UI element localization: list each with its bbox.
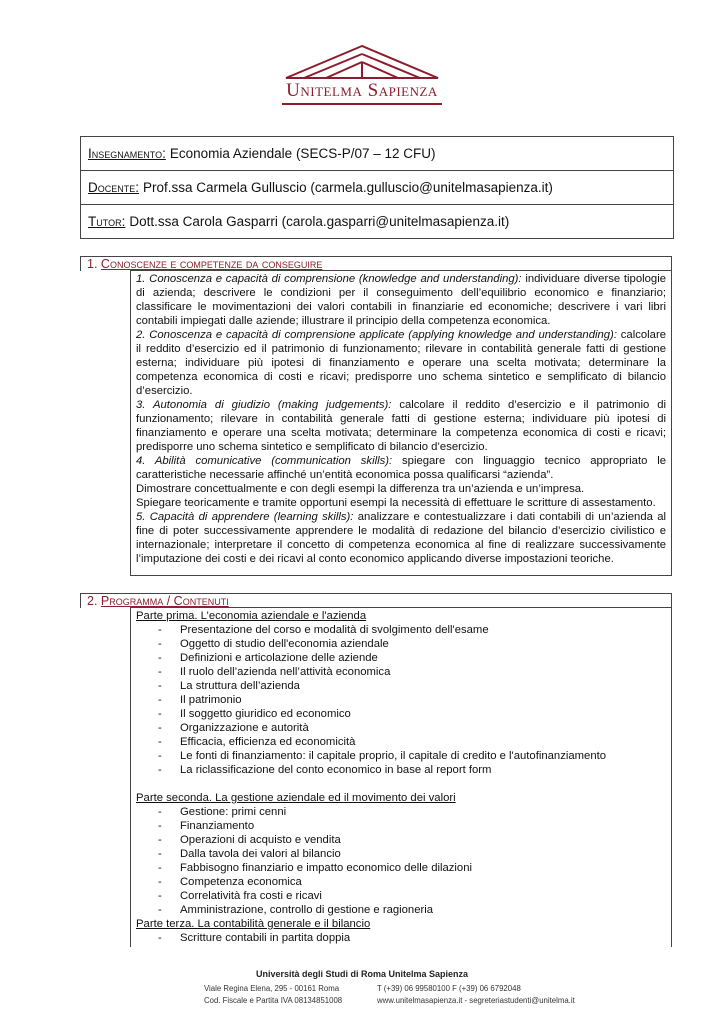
program-list-item — [136, 749, 666, 763]
section1-heading — [80, 256, 672, 271]
program-list-item — [136, 623, 666, 637]
program-list-item — [136, 875, 666, 889]
dash-bullet: - — [158, 806, 162, 818]
tutor-label: Tutor: — [88, 214, 126, 229]
program-item-text: Operazioni di acquisto e vendita — [180, 834, 341, 846]
program-list-item — [136, 931, 666, 945]
dash-bullet: - — [158, 666, 162, 678]
dash-bullet: - — [158, 638, 162, 650]
insegnamento-row — [81, 137, 673, 171]
docente-row — [81, 171, 673, 205]
dash-bullet: - — [158, 932, 162, 944]
program-list-item — [136, 889, 666, 903]
section1-item: 2. Conoscenza e capacità di comprensione applicate (applying knowledge and understanding): calcolare il reddito d’esercizio ed il patrimonio di funzionamento; rilevare in contabilità generale fatti di gestione esterna; individuare più ipotesi di finanziamento e operare una scelta motivata; determinare la competenza economica di costi e ricavi; predisporre uno schema sintetico e semplificato di bilancio d’esercizio. — [136, 329, 666, 397]
dash-bullet: - — [158, 834, 162, 846]
program-list-item — [136, 833, 666, 847]
program-list-item — [136, 721, 666, 735]
program-list-item — [136, 861, 666, 875]
program-item-text: La struttura dell’azienda — [180, 680, 300, 692]
section2-heading — [80, 593, 672, 608]
dash-bullet: - — [158, 876, 162, 888]
program-list-item — [136, 735, 666, 749]
insegnamento-value: Economia Aziendale (SECS-P/07 – 12 CFU) — [169, 146, 436, 161]
program-item-text: Oggetto di studio dell'economia aziendale — [180, 638, 389, 650]
program-item-text: Definizioni e articolazione delle aziende — [180, 652, 378, 664]
program-item-text: Presentazione del corso e modalità di svolgimento dell'esame — [180, 624, 489, 636]
section1-title: Conoscenze e competenze da conseguire — [100, 257, 323, 271]
program-list-item — [136, 693, 666, 707]
footer-fiscal: Cod. Fiscale e Partita IVA 08134851008 — [204, 996, 343, 1005]
program-list-item — [136, 903, 666, 917]
dash-bullet: - — [158, 890, 162, 902]
program-item-text: Il patrimonio — [180, 694, 242, 706]
program-item-text: La riclassificazione del conto economico in base al report form — [180, 764, 492, 776]
section1-item: 5. Capacità di apprendere (learning skills): analizzare e contestualizzare i dati contabili di un’azienda al fine di poter successivamente apprendere le modalità di redazione del bilancio d’esercizio civilistico e internazionale; interpretare il concetto di competenza economica al fine di realizzare successivamente l’imputazione dei costi e dei ricavi al conto economico applicando diverse impostazioni teoriche. — [136, 511, 666, 565]
dash-bullet: - — [158, 764, 162, 776]
program-list-item — [136, 805, 666, 819]
section1-item: Spiegare teoricamente e tramite opportuni esempi la necessità di effettuare le scritture di assestamento. — [136, 497, 656, 509]
footer-phone: T (+39) 06 99580100 F (+39) 06 6792048 — [377, 984, 521, 993]
dash-bullet: - — [158, 708, 162, 720]
footer-university: Università degli Studi di Roma Unitelma Sapienza — [255, 969, 469, 979]
section2-number: 2. — [87, 594, 98, 608]
logo-wordmark: Unitelma Sapienza — [286, 80, 438, 101]
section2-title: Programma / Contenuti — [100, 594, 229, 608]
dash-bullet: - — [158, 694, 162, 706]
part2-list — [136, 805, 666, 917]
program-list-item — [136, 707, 666, 721]
program-list-item — [136, 637, 666, 651]
dash-bullet: - — [158, 680, 162, 692]
program-item-text: Organizzazione e autorità — [180, 722, 309, 734]
docente-label: Docente: — [88, 180, 140, 195]
footer-right — [377, 983, 575, 1007]
program-item-text: Correlatività fra costi e ricavi — [180, 890, 322, 902]
part2-title: Parte seconda. La gestione aziendale ed il movimento dei valori — [136, 792, 456, 804]
dash-bullet: - — [158, 820, 162, 832]
part3-title: Parte terza. La contabilità generale e il bilancio — [136, 918, 371, 930]
program-item-text: Amministrazione, controllo di gestione e ragioneria — [180, 904, 434, 916]
program-item-text: Il soggetto giuridico ed economico — [180, 708, 351, 720]
dash-bullet: - — [158, 848, 162, 860]
section1-number: 1. — [87, 257, 98, 271]
tutor-row — [81, 205, 673, 238]
program-item-text: Dalla tavola dei valori al bilancio — [180, 848, 341, 860]
dash-bullet: - — [158, 736, 162, 748]
section1-item: Dimostrare concettualmente e con degli esempi la differenza tra un’azienda e un’impresa. — [136, 483, 585, 495]
program-list-item — [136, 819, 666, 833]
dash-bullet: - — [158, 750, 162, 762]
tutor-value: Dott.ssa Carola Gasparri (carola.gasparri@unitelmasapienza.it) — [129, 214, 510, 229]
program-list-item — [136, 665, 666, 679]
dash-bullet: - — [158, 652, 162, 664]
part1-list — [136, 623, 666, 777]
dash-bullet: - — [158, 722, 162, 734]
program-item-text: Finanziamento — [180, 820, 255, 832]
footer-left — [204, 983, 342, 1007]
section1-item: 3. Autonomia di giudizio (making judgements): calcolare il reddito d’esercizio e il patrimonio di funzionamento; rilevare in contabilità generale fatti di gestione esterna; individuare più ipotesi di finanziamento e operare una scelta motivata; determinare la competenza economica di costi e ricavi; predisporre uno schema sintetico e semplificato di bilancio d’esercizio. — [136, 399, 666, 453]
program-list-item — [136, 651, 666, 665]
program-list-item — [136, 847, 666, 861]
footer-web: www.unitelmasapienza.it - segreteriastudenti@unitelma.it — [377, 996, 575, 1005]
program-item-text: Gestione: primi cenni — [180, 806, 287, 818]
program-item-text: Il ruolo dell’azienda nell’attività economica — [180, 666, 391, 678]
program-list-item — [136, 763, 666, 777]
program-list-item — [136, 679, 666, 693]
section1-body — [130, 270, 672, 576]
section2-body — [130, 607, 672, 947]
part3-list — [136, 931, 666, 945]
logo-underline — [282, 103, 442, 105]
dash-bullet: - — [158, 862, 162, 874]
program-item-text: Le fonti di finanziamento: il capitale proprio, il capitale di credito e l'autofinanziamento — [180, 750, 607, 762]
program-item-text: Competenza economica — [180, 876, 302, 888]
course-info-box — [80, 136, 674, 239]
footer-address: Viale Regina Elena, 295 - 00161 Roma — [204, 984, 340, 993]
dash-bullet: - — [158, 904, 162, 916]
section1-item: 1. Conoscenza e capacità di comprensione (knowledge and understanding): individuare diverse tipologie di azienda; descrivere le condizioni per il conseguimento dell’equilibrio economico e finanziario; classificare le movimentazioni dei valori contabili in finanziarie ed economiche; descrivere i vari libri contabili impiegati dalle aziende; illustrare il principio della competenza economica. — [136, 273, 666, 327]
program-item-text: Fabbisogno finanziario e impatto economico delle dilazioni — [180, 862, 473, 874]
program-item-text: Scritture contabili in partita doppia — [180, 932, 351, 944]
program-item-text: Efficacia, efficienza ed economicità — [180, 736, 356, 748]
dash-bullet: - — [158, 624, 162, 636]
part1-title: Parte prima. L’economia aziendale e l'azienda — [136, 610, 367, 622]
docente-value: Prof.ssa Carmela Gulluscio (carmela.gulluscio@unitelmasapienza.it) — [143, 180, 553, 195]
section1-item: 4. Abilità comunicative (communication skills): spiegare con linguaggio tecnico appropriato le caratteristiche necessarie affinché un’entità economica possa qualificarsi “azienda”. — [136, 455, 666, 481]
insegnamento-label: Insegnamento: — [88, 146, 166, 161]
